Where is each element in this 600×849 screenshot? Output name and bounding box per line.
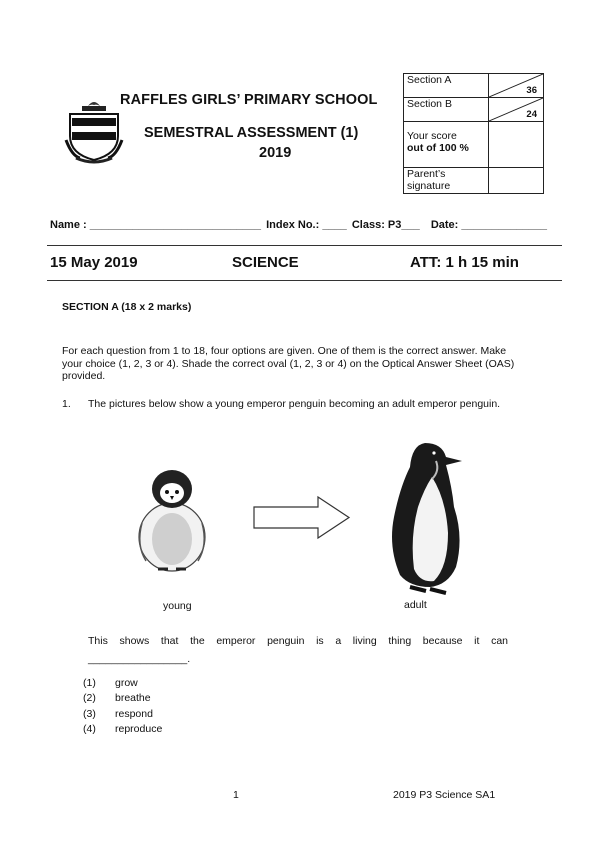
date-field[interactable]: Date: ______________ xyxy=(430,219,548,231)
section-b-max: 24 xyxy=(526,109,537,120)
section-b-score-cell[interactable] xyxy=(489,98,544,122)
total-score-cell[interactable] xyxy=(489,122,544,168)
option-text: respond xyxy=(115,708,153,720)
page-number: 1 xyxy=(233,789,239,801)
footer-label: 2019 P3 Science SA1 xyxy=(393,789,496,801)
your-score-text: Your score xyxy=(407,130,457,142)
out-of-text: out of 100 % xyxy=(407,142,469,154)
subject-title: SCIENCE xyxy=(232,254,299,271)
section-a-score-cell[interactable] xyxy=(489,74,544,98)
name-field[interactable]: Name : ____________________________ xyxy=(50,219,262,231)
parent-signature-label xyxy=(404,168,489,194)
option-1[interactable] xyxy=(83,677,138,689)
section-b-label: Section B xyxy=(404,98,489,122)
young-penguin-image xyxy=(132,465,212,575)
option-number: (2) xyxy=(83,692,96,704)
exam-date: 15 May 2019 xyxy=(50,254,138,271)
allotted-time: ATT: 1 h 15 min xyxy=(410,254,519,271)
option-text: grow xyxy=(115,677,138,689)
assessment-title: SEMESTRAL ASSESSMENT (1) xyxy=(144,125,359,141)
parent-text: Parent’s xyxy=(407,168,446,180)
section-title: SECTION A (18 x 2 marks) xyxy=(62,301,192,313)
option-3[interactable] xyxy=(83,708,153,720)
total-score-label xyxy=(404,122,489,168)
section-a-max: 36 xyxy=(526,85,537,96)
school-name: RAFFLES GIRLS’ PRIMARY SCHOOL xyxy=(120,92,378,108)
index-field[interactable]: Index No.: ____ xyxy=(266,219,347,231)
question-stem: This shows that the emperor penguin is a living thing because it can xyxy=(88,635,508,647)
signature-text: signature xyxy=(407,180,451,192)
option-number: (4) xyxy=(83,723,96,735)
caption-adult: adult xyxy=(404,599,427,611)
option-number: (1) xyxy=(83,677,96,689)
assessment-year: 2019 xyxy=(259,145,292,161)
header-rule-top xyxy=(47,245,562,246)
question-text: The pictures below show a young emperor penguin becoming an adult emperor penguin. xyxy=(88,398,501,410)
question-number: 1. xyxy=(62,398,71,410)
header-rule-bottom xyxy=(47,280,562,281)
score-box xyxy=(403,73,544,194)
option-number: (3) xyxy=(83,708,96,720)
parent-signature-cell[interactable] xyxy=(489,168,544,194)
section-a-label: Section A xyxy=(404,74,489,98)
class-field[interactable]: Class: P3___ xyxy=(351,219,420,231)
adult-penguin-image xyxy=(380,437,470,597)
caption-young: young xyxy=(163,600,192,612)
right-arrow-icon xyxy=(252,495,352,540)
school-crest-icon xyxy=(64,96,124,164)
answer-blank: _________________. xyxy=(88,653,191,665)
option-2[interactable] xyxy=(83,692,151,704)
student-info-line xyxy=(50,219,560,231)
option-text: reproduce xyxy=(115,723,163,735)
option-text: breathe xyxy=(115,692,151,704)
option-4[interactable] xyxy=(83,723,162,735)
section-instructions: For each question from 1 to 18, four options are given. One of them is the correct answer. Make your choice (1, 2, 3 or 4). Shade the correct oval (1, 2, 3 or 4) on the Optical Answer Sheet (OAS) provided. xyxy=(62,345,515,382)
